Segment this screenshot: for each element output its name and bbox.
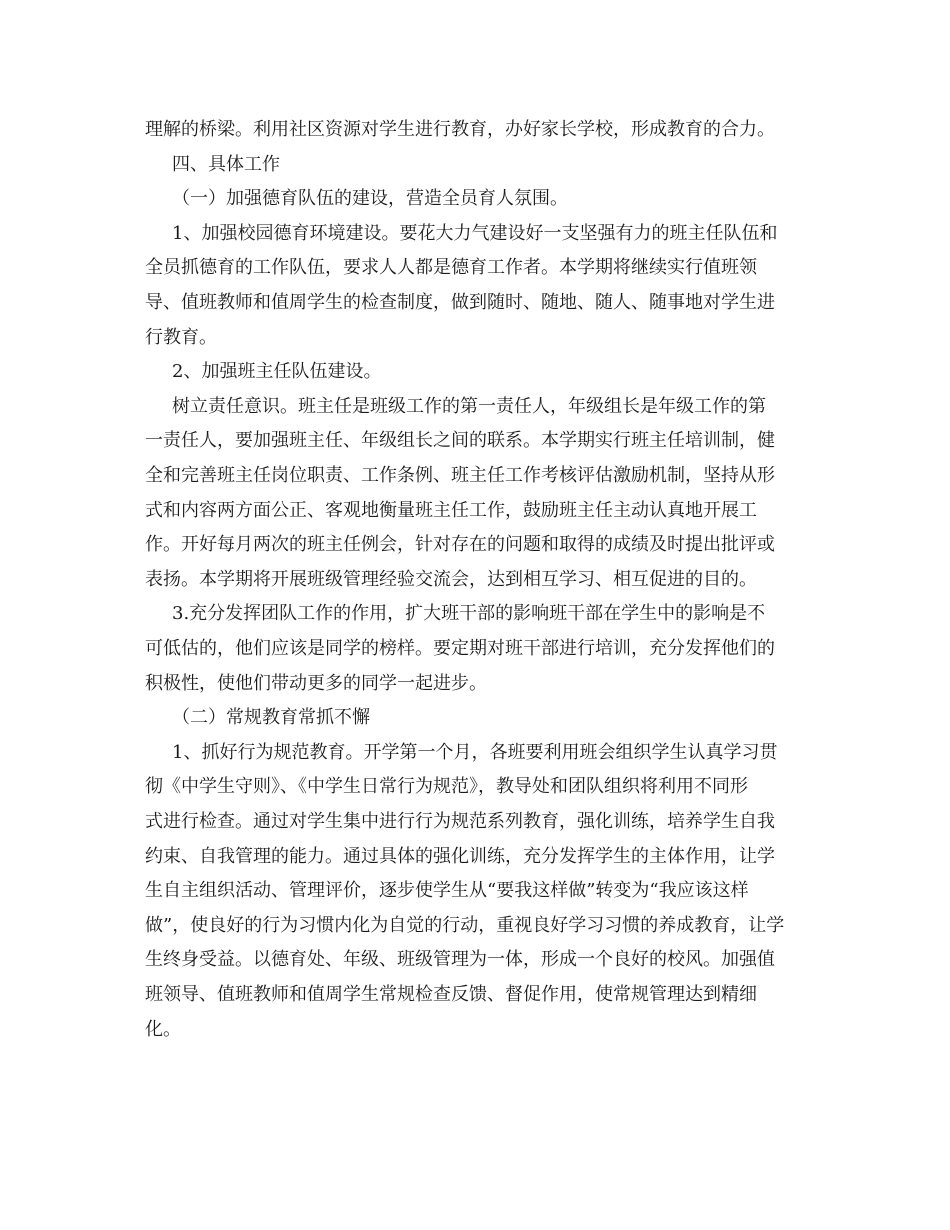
text-line: 3.充分发挥团队工作的作用，扩大班干部的影响班干部在学生中的影响是不 xyxy=(172,603,766,625)
text-line: 理解的桥梁。利用社区资源对学生进行教育，办好家长学校，形成教育的合力。 xyxy=(145,119,775,140)
text-line: 约束、自我管理的能力。通过具体的强化训练，充分发挥学生的主体作用，让学 xyxy=(145,845,775,867)
text-line: 树立责任意识。班主任是班级工作的第一责任人，年级组长是年级工作的第 xyxy=(172,395,766,417)
text-line: 行教育。 xyxy=(145,326,217,348)
text-line: 全员抓德育的工作队伍，要求人人都是德育工作者。本学期将继续实行值班领 xyxy=(145,257,757,279)
text-line: 化。 xyxy=(145,1018,181,1040)
text-line: 1、加强校园德育环境建设。要花大力气建设好一支坚强有力的班主任队伍和 xyxy=(172,222,778,244)
text-line: 1、抓好行为规范教育。开学第一个月，各班要利用班会组织学生认真学习贯 xyxy=(172,741,778,763)
text-line: 生自主组织活动、管理评价，逐步使学生从“要我这样做”转变为“我应该这样 xyxy=(145,880,749,902)
text-line: 式进行检查。通过对学生集中进行行为规范系列教育，强化训练，培养学生自我 xyxy=(145,811,775,832)
text-line: 表扬。本学期将开展班级管理经验交流会，达到相互学习、相互促进的目的。 xyxy=(145,568,757,590)
text-line: 导、值班教师和值周学生的检查制度，做到随时、随地、随人、随事地对学生进 xyxy=(145,292,775,313)
text-line: 积极性，使他们带动更多的同学一起进步。 xyxy=(145,672,487,694)
text-line: 全和完善班主任岗位职责、工作条例、班主任工作考核评估激励机制，坚持从形 xyxy=(145,465,775,486)
text-line: 彻《中学生守则》、《中学生日常行为规范》，教导处和团队组织将利用不同形 xyxy=(145,776,748,798)
text-line: 作。开好每月两次的班主任例会，针对存在的问题和取得的成绩及时提出批评或 xyxy=(145,534,775,556)
text-line: 班领导、值班教师和值周学生常规检查反馈、督促作用，使常规管理达到精细 xyxy=(145,984,757,1005)
text-line: 做”，使良好的行为习惯内化为自觉的行动，重视良好学习习惯的养成教育，让学 xyxy=(145,914,785,936)
text-line: 一责任人，要加强班主任、年级组长之间的联系。本学期实行班主任培训制，健 xyxy=(145,430,775,452)
text-line: 生终身受益。以德育处、年级、班级管理为一体，形成一个良好的校风。加强值 xyxy=(145,949,775,971)
text-line: 2、加强班主任队伍建设。 xyxy=(172,361,382,383)
text-line: （二）常规教育常抓不懈 xyxy=(172,707,370,729)
text-line: 四、具体工作 xyxy=(172,153,280,175)
text-line: 可低估的，他们应该是同学的榜样。要定期对班干部进行培训，充分发挥他们的 xyxy=(145,638,775,659)
text-line: 式和内容两方面公正、客观地衡量班主任工作，鼓励班主任主动认真地开展工 xyxy=(145,499,757,521)
text-line: （一）加强德育队伍的建设，营造全员育人氛围。 xyxy=(172,188,568,210)
